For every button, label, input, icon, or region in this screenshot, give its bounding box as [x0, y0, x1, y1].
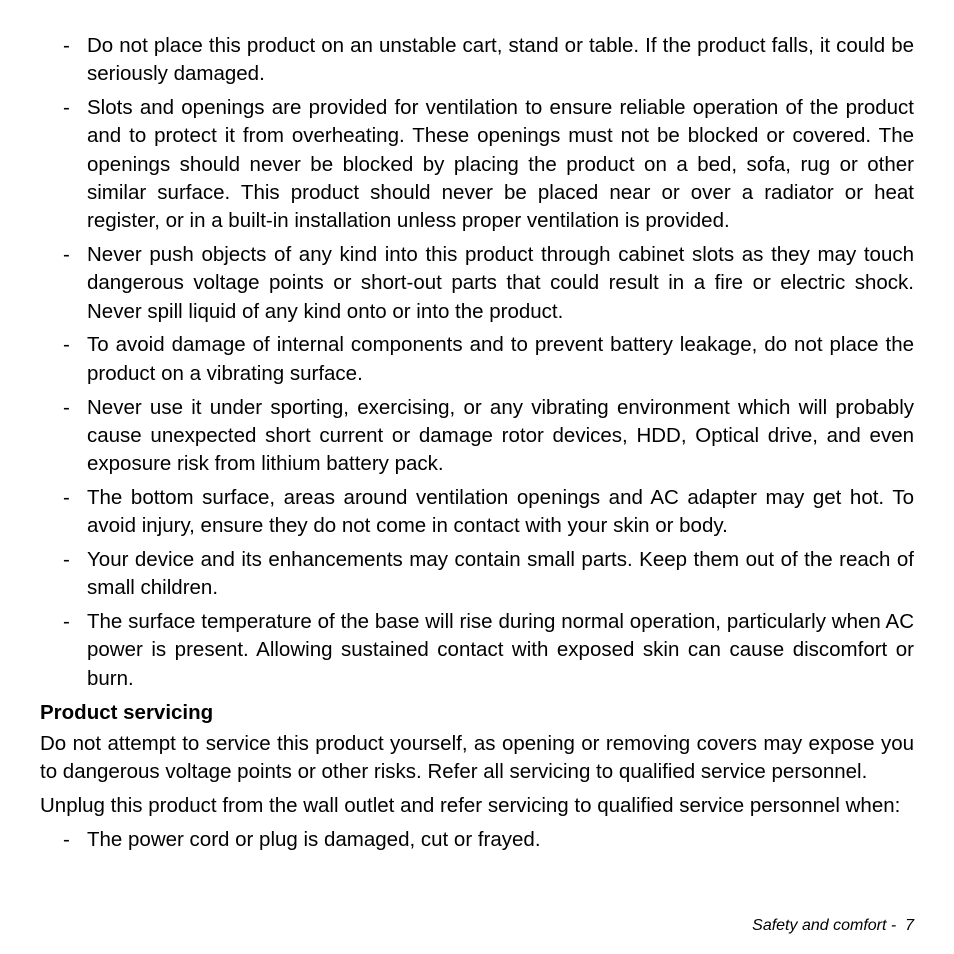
servicing-bullet-list	[40, 826, 914, 854]
list-item-text: Your device and its enhancements may contain small parts. Keep them out of the reach of small children.	[87, 548, 914, 600]
list-item	[40, 608, 914, 693]
servicing-paragraph-2: Unplug this product from the wall outlet and refer servicing to qualified service personnel when:	[40, 793, 901, 817]
list-item	[40, 32, 914, 89]
bullet-dash: -	[63, 395, 70, 419]
list-item	[40, 94, 914, 235]
list-item	[40, 331, 914, 388]
list-item-text: Never push objects of any kind into this product through cabinet slots as they may touch dangerous voltage points or short-out parts that could result in a fire or electric shock. Never spill liquid of any kind onto or into the product.	[87, 243, 914, 323]
bullet-dash: -	[63, 485, 70, 509]
list-item-text: The power cord or plug is damaged, cut or frayed.	[87, 827, 541, 851]
list-item	[40, 484, 914, 541]
page-footer: Safety and comfort - 7	[752, 917, 914, 934]
list-item-text: To avoid damage of internal components and to prevent battery leakage, do not place the product on a vibrating surface.	[87, 333, 914, 385]
bullet-dash: -	[63, 548, 70, 572]
list-item-text: Slots and openings are provided for ventilation to ensure reliable operation of the product and to protect it from overheating. These openings must not be blocked or covered. The openings should never be blocked by placing the product on a bed, sofa, rug or other similar surface. This product should never be placed near or over a radiator or heat register, or in a built-in installation unless proper ventilation is provided.	[87, 96, 914, 233]
section-heading-product-servicing: Product servicing	[40, 700, 214, 724]
list-item	[40, 394, 914, 479]
list-item	[40, 826, 914, 854]
list-item	[40, 241, 914, 326]
bullet-dash: -	[63, 827, 70, 851]
bullet-dash: -	[63, 96, 70, 120]
list-item-text: The surface temperature of the base will rise during normal operation, particularly when AC power is present. Allowing sustained contact with exposed skin can cause discomfort or burn.	[87, 610, 914, 690]
bullet-dash: -	[63, 610, 70, 634]
document-page	[40, 32, 914, 860]
servicing-paragraph-1: Do not attempt to service this product yourself, as opening or removing covers may expose you to dangerous voltage points or other risks. Refer all servicing to qualified service personnel.	[40, 731, 914, 784]
bullet-dash: -	[63, 34, 70, 57]
list-item-text: Do not place this product on an unstable cart, stand or table. If the product falls, it could be seriously damaged.	[87, 34, 914, 86]
bullet-dash: -	[63, 333, 70, 357]
list-item	[40, 546, 914, 603]
safety-bullet-list	[40, 32, 914, 693]
list-item-text: The bottom surface, areas around ventilation openings and AC adapter may get hot. To avoid injury, ensure they do not come in contact with your skin or body.	[87, 485, 914, 538]
bullet-dash: -	[63, 243, 70, 267]
list-item-text: Never use it under sporting, exercising, or any vibrating environment which will probably cause unexpected short current or damage rotor devices, HDD, Optical drive, and even exposure risk from lithium battery pack.	[87, 395, 914, 476]
